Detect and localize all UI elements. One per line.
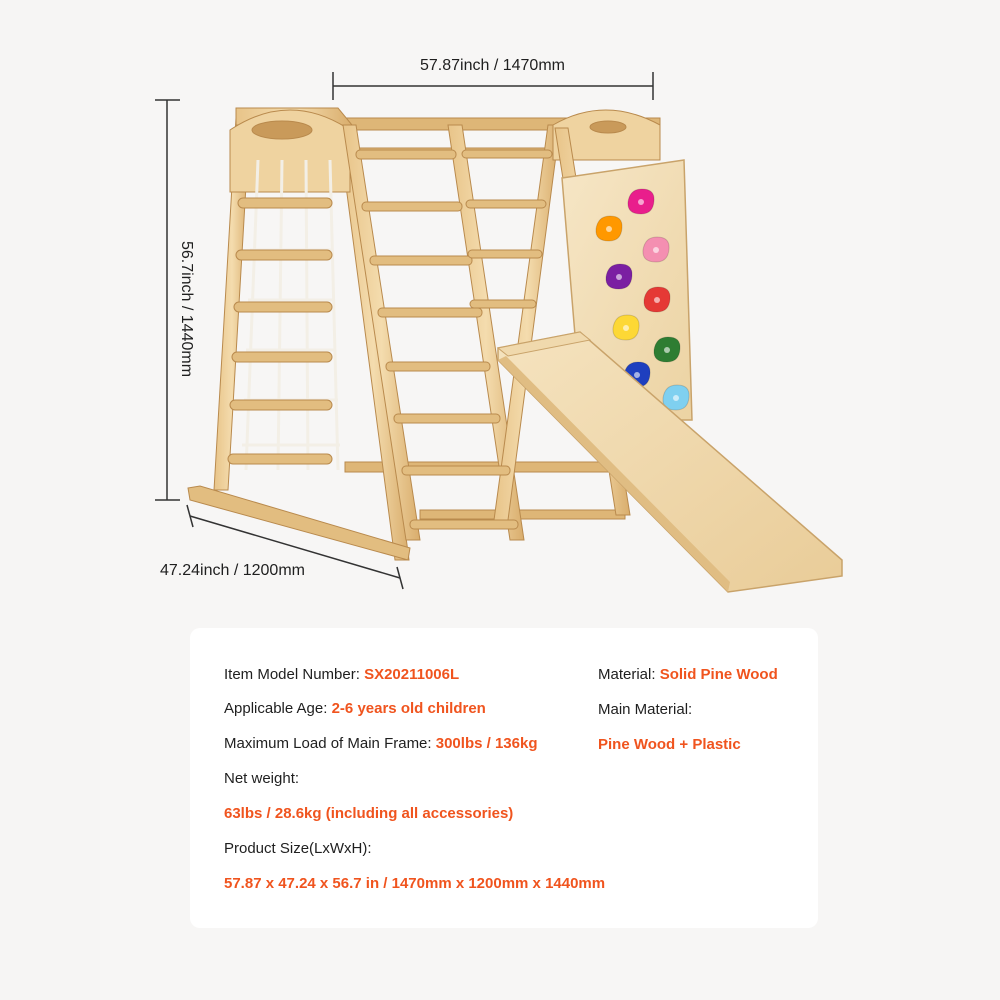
applicable-age-row (224, 700, 486, 717)
net-weight-value: 63lbs / 28.6kg (including all accessories) (224, 805, 514, 822)
max-load-label: Maximum Load of Main Frame: (224, 735, 432, 752)
depth-dimension-label: 47.24inch / 1200mm (160, 562, 305, 579)
climbing-hold-bolt (623, 325, 629, 331)
product-size-value: 57.87 x 47.24 x 56.7 in / 1470mm x 1200mm x 1440mm (224, 875, 606, 892)
applicable-age-label: Applicable Age: (224, 700, 328, 717)
climbing-hold-bolt (606, 226, 612, 232)
main-material-label: Main Material: (598, 701, 693, 718)
model-number-label: Item Model Number: (224, 666, 360, 683)
climbing-hold-bolt (616, 274, 622, 280)
center-ladder (343, 125, 560, 540)
climbing-hold-bolt (673, 395, 679, 401)
material-label: Material: (598, 666, 656, 683)
height-dimension-label: 56.7inch / 1440mm (178, 240, 195, 378)
width-dimension-label: 57.87inch / 1470mm (420, 57, 565, 74)
net-weight-label: Net weight: (224, 770, 300, 787)
climbing-hold-bolt (634, 372, 640, 378)
climbing-hold-bolt (664, 347, 670, 353)
main-material-value: Pine Wood + Plastic (598, 736, 741, 753)
climbing-hold-bolt (653, 247, 659, 253)
max-load-row (224, 735, 537, 752)
max-load-value: 300lbs / 136kg (435, 735, 538, 752)
spec-card (190, 628, 818, 928)
width-dimension-line (333, 72, 653, 100)
climbing-hold-bolt (638, 199, 644, 205)
applicable-age-value: 2-6 years old children (331, 700, 486, 717)
model-number-value: SX20211006L (364, 666, 460, 683)
product-size-label: Product Size(LxWxH): (224, 840, 372, 857)
climbing-hold-bolt (654, 297, 660, 303)
model-number-row (224, 666, 459, 683)
material-value: Solid Pine Wood (659, 666, 778, 683)
material-row (598, 666, 778, 683)
